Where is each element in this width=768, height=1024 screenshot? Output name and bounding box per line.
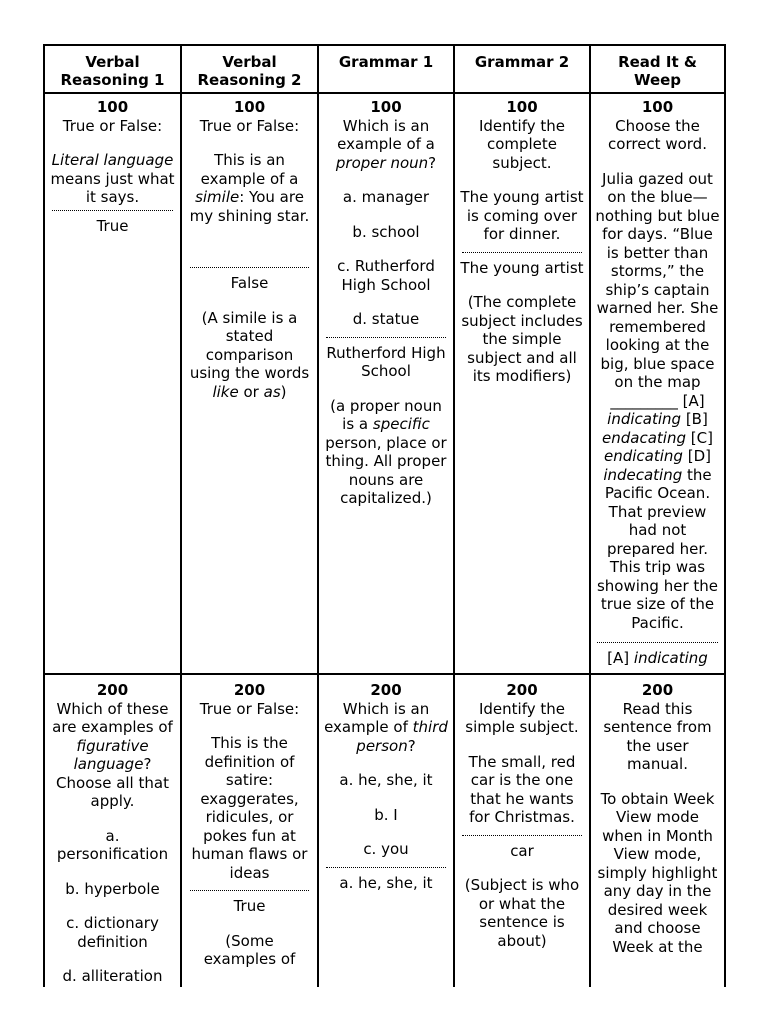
cell-vr1-200 [45, 681, 180, 987]
answer-divider [52, 210, 173, 211]
cell-rw-200 [591, 681, 724, 987]
answer-divider [462, 835, 582, 836]
question-text: Choose the correct word. [608, 116, 707, 153]
answer-explanation: (A simile is a stated comparison using the words like or as) [189, 308, 310, 401]
cell-g1-100 [319, 98, 453, 673]
answer-divider [326, 337, 446, 338]
answer-text: car [510, 841, 534, 860]
points-label: 100 [233, 98, 266, 116]
points-label: 200 [506, 681, 538, 699]
points-label: 100 [96, 98, 129, 116]
cell-vr2-200 [182, 681, 317, 987]
points-label: 100 [506, 98, 538, 116]
question-text: This is the definition of satire: exaggerates, ridicules, or pokes fun at human flaws or ideas [191, 734, 308, 882]
question-text: Read this sentence from the user manual. [603, 699, 712, 773]
answer-explanation: (The complete subject includes the simple subject and all its modifiers) [461, 293, 583, 385]
answer-text: a. he, she, it [339, 873, 433, 892]
option-a: a. personification [56, 826, 169, 863]
question-text: Identify the complete subject. [478, 116, 565, 172]
answer-text: True [233, 897, 266, 915]
header-grammar-1: Grammar 1 [338, 53, 434, 71]
header-divider [43, 92, 726, 94]
option-b: b. I [374, 805, 398, 824]
answer-explanation: (Subject is who or what the sentence is about) [464, 876, 580, 950]
question-text: Identify the simple subject. [465, 699, 579, 736]
points-label: 100 [370, 98, 402, 116]
answer-divider [597, 642, 718, 643]
cell-vr1-100 [45, 98, 180, 673]
answer-text: Rutherford High School [326, 343, 446, 380]
cell-g2-200 [455, 681, 589, 987]
answer-explanation: (Some examples of [203, 931, 296, 968]
option-a: a. he, she, it [339, 771, 433, 789]
question-text: Which is an example of third person? [324, 699, 448, 755]
answer-text: True [96, 216, 129, 235]
option-d: d. statue [352, 310, 420, 328]
cell-vr2-100 [182, 98, 317, 673]
answer-text: False [230, 274, 269, 292]
header-grammar-2: Grammar 2 [474, 53, 570, 71]
header-read-it-weep: Read It & Weep [618, 53, 697, 89]
option-d: d. alliteration [62, 967, 163, 985]
points-label: 200 [96, 681, 129, 699]
answer-divider [190, 890, 309, 891]
question-text: Literal language means just what it says. [50, 151, 175, 206]
row-divider [43, 673, 726, 675]
table-border-right [724, 44, 726, 987]
header-verbal-reasoning-2: Verbal Reasoning 2 [197, 53, 302, 89]
question-prompt: True or False: [199, 699, 300, 718]
question-text: This is an example of a simile: You are my shining star. [189, 151, 310, 225]
question-text: Which is an example of a proper noun? [335, 116, 437, 172]
answer-divider [462, 252, 582, 253]
question-sentence: The small, red car is the one that he wants for Christmas. [468, 752, 576, 826]
passage-text: Julia gazed out on the blue—nothing but blue for days. “Blue is better than storms,” the ship’s captain warned her. She remembered looking at the big, blue space on the map _________ [A] indicating [B] endacating [C] endicating [D] indecating the Pacific Ocean. That preview had not prepared her. This trip was showing her the true size of the Pacific. [595, 169, 720, 632]
question-prompt: True or False: [199, 116, 300, 135]
question-sentence: The young artist is coming over for dinner. [460, 188, 584, 243]
points-label: 100 [641, 98, 674, 116]
option-c: c. you [363, 840, 409, 858]
points-label: 200 [370, 681, 402, 699]
option-b: b. school [352, 222, 420, 241]
option-c: c. dictionary definition [66, 914, 159, 951]
answer-divider [190, 267, 309, 268]
cell-rw-100 [591, 98, 724, 673]
option-c: c. Rutherford High School [337, 257, 435, 294]
answer-text: The young artist [460, 258, 584, 277]
question-text: Which of these are examples of figurative language? Choose all that apply. [52, 699, 173, 810]
answer-explanation: (a proper noun is a specific person, place or thing. All proper nouns are capitalized.) [325, 396, 447, 507]
passage-text: To obtain Week View mode when in Month View mode, simply highlight any day in the desired week and choose Week at the [597, 789, 718, 956]
option-a: a. manager [342, 188, 430, 206]
cell-g2-100 [455, 98, 589, 673]
answer-text: [A] indicating [607, 649, 708, 667]
option-b: b. hyperbole [65, 879, 160, 898]
points-label: 200 [641, 681, 674, 699]
cell-g1-200 [319, 681, 453, 987]
points-label: 200 [233, 681, 266, 699]
question-prompt: True or False: [62, 116, 163, 135]
answer-divider [326, 867, 446, 868]
header-verbal-reasoning-1: Verbal Reasoning 1 [60, 53, 165, 89]
